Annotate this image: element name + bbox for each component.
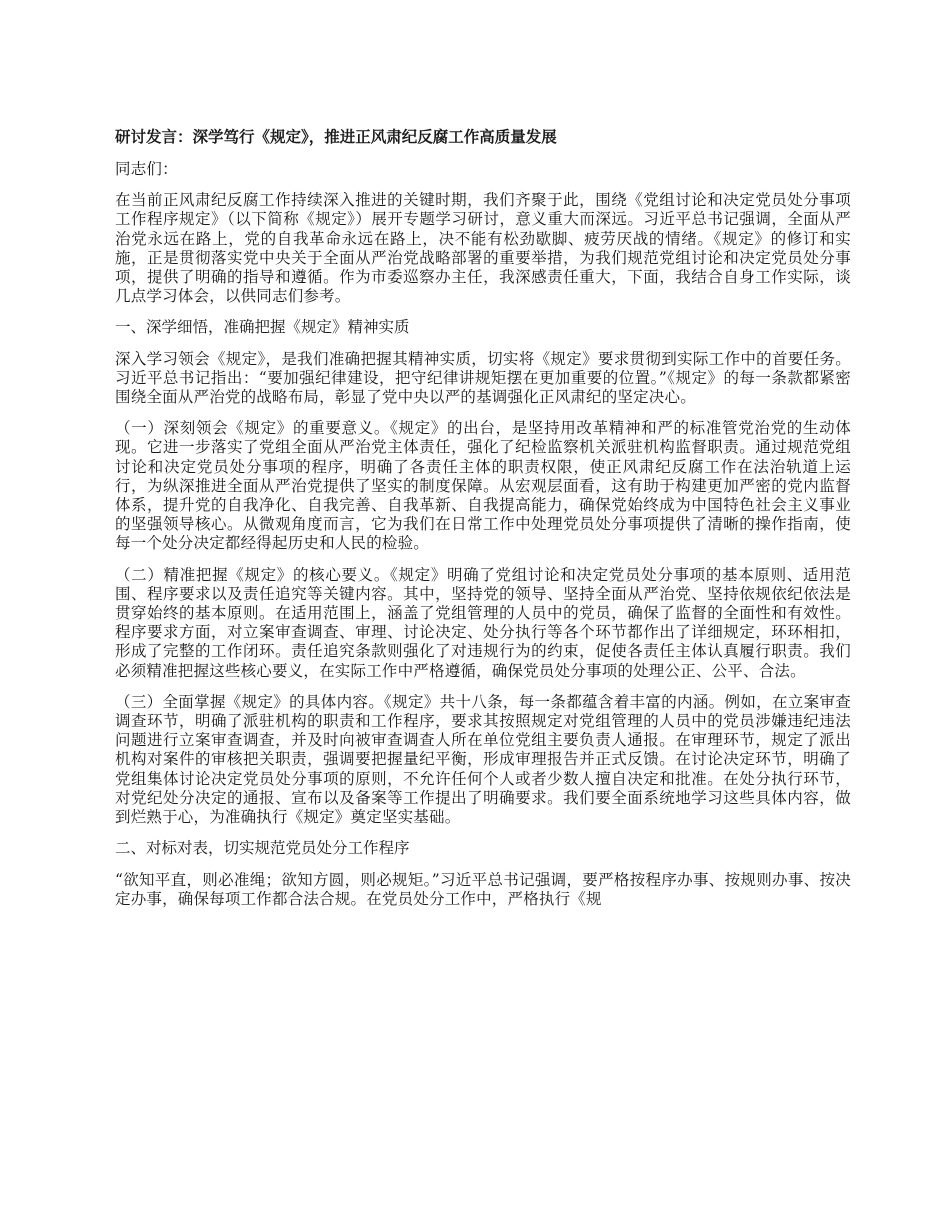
- point-1-paragraph: （一）深刻领会《规定》的重要意义。《规定》的出台，是坚持用改革精神和严的标准管党治党的生动体现。它进一步落实了党组全面从严治党主体责任，强化了纪检监察机关派驻机构监督职责。通过规范党组讨论和决定党员处分事项的程序，明确了各责任主体的职责权限，使正风肃纪反腐工作在法治轨道上运行，为纵深推进全面从严治党提供了坚实的制度保障。从宏观层面看，这有助于构建更加严密的党内监督体系，提升党的自我净化、自我完善、自我革新、自我提高能力，确保党始终成为中国特色社会主义事业的坚强领导核心。从微观角度而言，它为我们在日常工作中处理党员处分事项提供了清晰的操作指南，使每一个处分决定都经得起历史和人民的检验。: [115, 419, 851, 553]
- section-1-heading: 一、深学细悟，准确把握《规定》精神实质: [115, 318, 410, 337]
- document-page: [115, 126, 851, 921]
- section-2-intro-paragraph: “欲知平直，则必准绳；欲知方圆，则必规矩。”习近平总书记强调，要严格按程序办事、按规则办事、按决定办事，确保每项工作都合法合规。在党员处分工作中，严格执行《规: [115, 870, 851, 908]
- intro-paragraph: 在当前正风肃纪反腐工作持续深入推进的关键时期，我们齐聚于此，围绕《党组讨论和决定党员处分事项工作程序规定》（以下简称《规定》）展开专题学习研讨，意义重大而深远。习近平总书记强调，全面从严治党永远在路上，党的自我革命永远在路上，决不能有松劲歇脚、疲劳厌战的情绪。《规定》的修订和实施，正是贯彻落实党中央关于全面从严治党战略部署的重要举措，为我们规范党组讨论和决定党员处分事项，提供了明确的指导和遵循。作为市委巡察办主任，我深感责任重大，下面，我结合自身工作实际，谈几点学习体会，以供同志们参考。: [115, 191, 851, 306]
- point-2-paragraph: （二）精准把握《规定》的核心要义。《规定》明确了党组讨论和决定党员处分事项的基本原则、适用范围、程序要求以及责任追究等关键内容。其中，坚持党的领导、坚持全面从严治党、坚持依规依纪依法是贯穿始终的基本原则。在适用范围上，涵盖了党组管理的人员中的党员，确保了监督的全面性和有效性。程序要求方面，对立案审查调查、审理、讨论决定、处分执行等各个环节都作出了详细规定，环环相扣，形成了完整的工作闭环。责任追究条款则强化了对违规行为的约束，促使各责任主体认真履行职责。我们必须精准把握这些核心要义，在实际工作中严格遵循，确保党员处分事项的处理公正、公平、合法。: [115, 565, 851, 680]
- section-2-heading: 二、对标对表，切实规范党员处分工作程序: [115, 839, 410, 858]
- salutation: 同志们：: [115, 160, 178, 178]
- section-1-intro-paragraph: 深入学习领会《规定》，是我们准确把握其精神实质，切实将《规定》要求贯彻到实际工作中的首要任务。习近平总书记指出：“要加强纪律建设，把守纪律讲规矩摆在更加重要的位置。”《规定》的每一条款都紧密围绕全面从严治党的战略布局，彰显了党中央以严的基调强化正风肃纪的坚定决心。: [115, 349, 851, 407]
- point-3-paragraph: （三）全面掌握《规定》的具体内容。《规定》共十八条，每一条都蕴含着丰富的内涵。例如，在立案审查调查环节，明确了派驻机构的职责和工作程序，要求其按照规定对党组管理的人员中的党员涉嫌违纪违法问题进行立案审查调查，并及时向被审查调查人所在单位党组主要负责人通报。在审理环节，规定了派出机构对案件的审核把关职责，强调要把握量纪平衡，形成审理报告并正式反馈。在讨论决定环节，明确了党组集体讨论决定党员处分事项的原则，不允许任何个人或者少数人擅自决定和批准。在处分执行环节，对党纪处分决定的通报、宣布以及备案等工作提出了明确要求。我们要全面系统地学习这些具体内容，做到烂熟于心，为准确执行《规定》奠定坚实基础。: [115, 692, 851, 827]
- document-title: 研讨发言：深学笃行《规定》，推进正风肃纪反腐工作高质量发展: [115, 128, 557, 146]
